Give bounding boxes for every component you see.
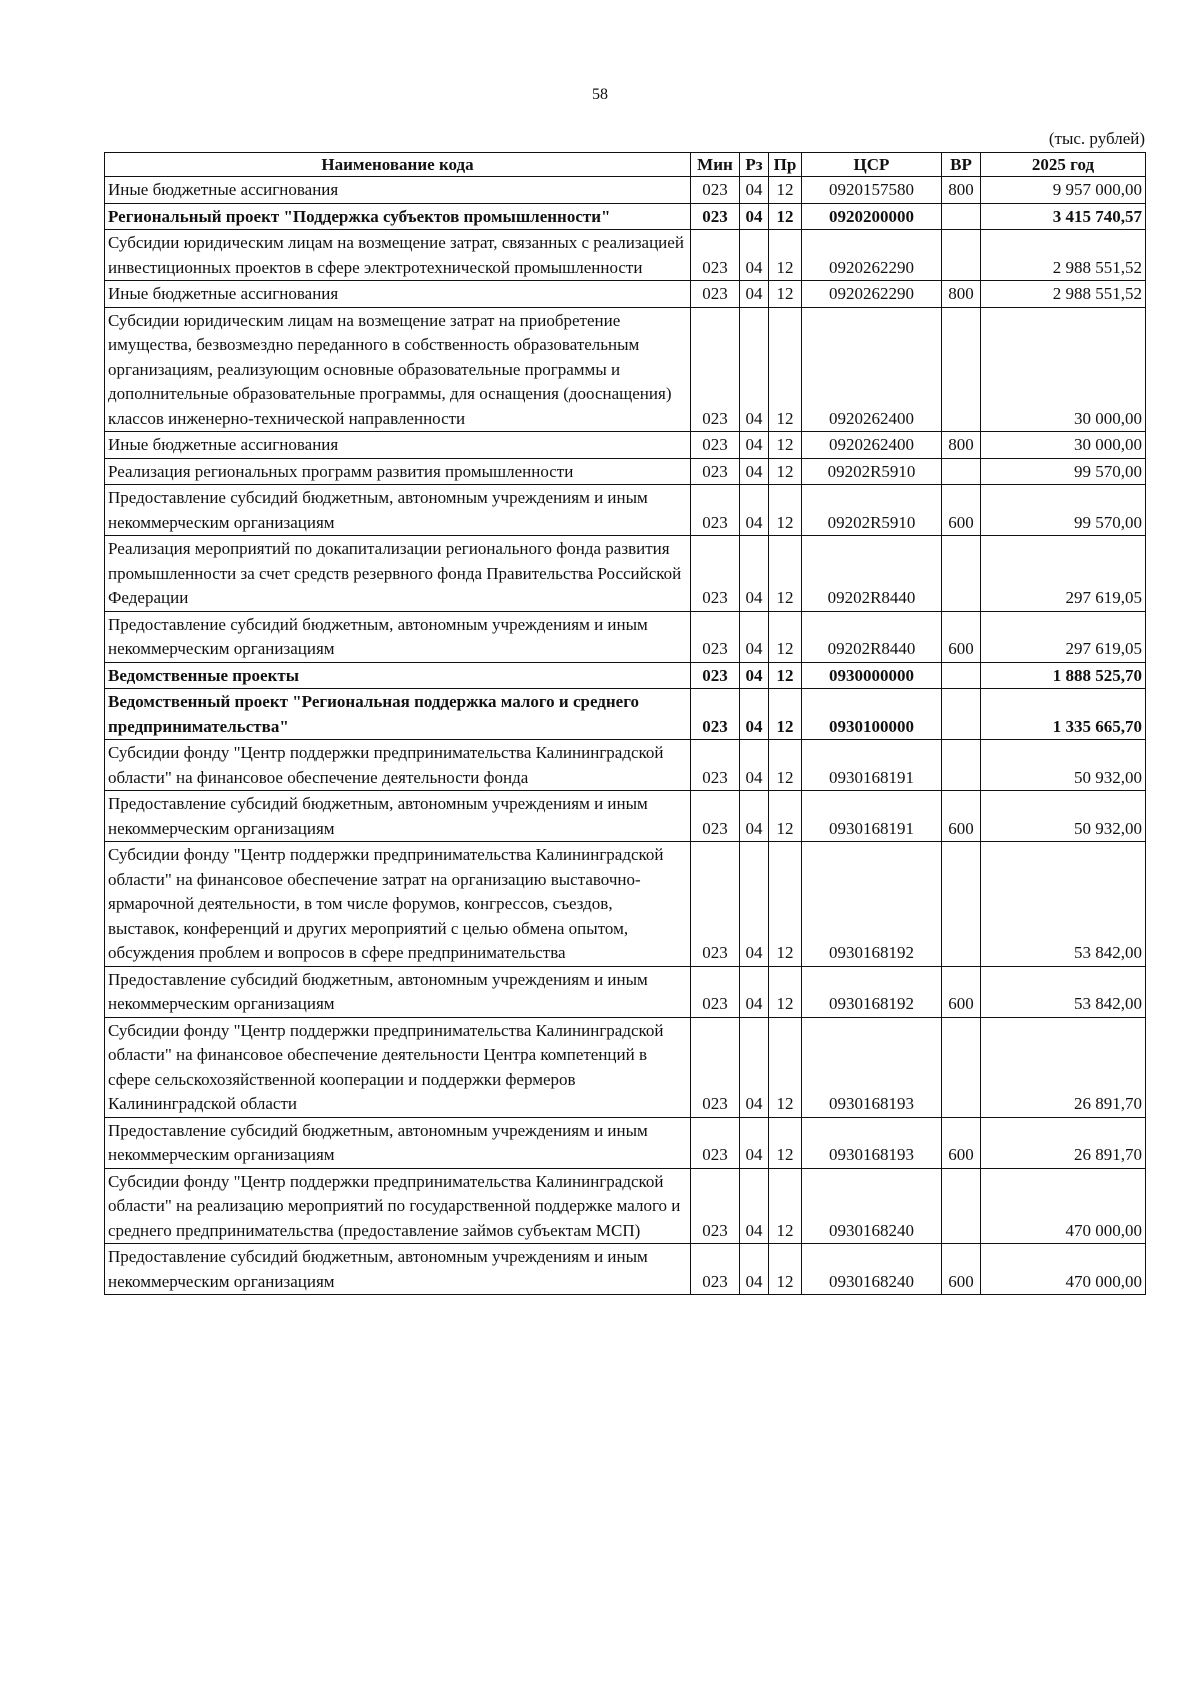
row-rz: 04 bbox=[740, 177, 769, 204]
row-name: Предоставление субсидий бюджетным, автономным учреждениям и иным некоммерческим организациям bbox=[105, 611, 691, 662]
row-amount: 2 988 551,52 bbox=[981, 230, 1146, 281]
row-min: 023 bbox=[691, 177, 740, 204]
table-row bbox=[105, 432, 1146, 459]
row-min: 023 bbox=[691, 791, 740, 842]
row-min: 023 bbox=[691, 662, 740, 689]
row-csr: 0930168192 bbox=[802, 842, 942, 967]
row-amount: 99 570,00 bbox=[981, 458, 1146, 485]
row-min: 023 bbox=[691, 536, 740, 612]
header-name: Наименование кода bbox=[105, 153, 691, 177]
row-name: Предоставление субсидий бюджетным, автономным учреждениям и иным некоммерческим организациям bbox=[105, 1244, 691, 1295]
table-row bbox=[105, 662, 1146, 689]
row-rz: 04 bbox=[740, 307, 769, 432]
table-row bbox=[105, 177, 1146, 204]
row-pr: 12 bbox=[769, 177, 802, 204]
row-pr: 12 bbox=[769, 203, 802, 230]
table-row bbox=[105, 966, 1146, 1017]
row-min: 023 bbox=[691, 230, 740, 281]
row-name: Иные бюджетные ассигнования bbox=[105, 177, 691, 204]
row-csr: 0930168191 bbox=[802, 740, 942, 791]
row-vr: 600 bbox=[942, 1117, 981, 1168]
row-amount: 30 000,00 bbox=[981, 307, 1146, 432]
row-min: 023 bbox=[691, 689, 740, 740]
row-name: Субсидии фонду "Центр поддержки предпринимательства Калининградской области" на реализацию мероприятий по государственной поддержке малого и среднего предпринимательства (предоставление займов субъектам МСП) bbox=[105, 1168, 691, 1244]
row-min: 023 bbox=[691, 1168, 740, 1244]
row-pr: 12 bbox=[769, 1117, 802, 1168]
row-amount: 53 842,00 bbox=[981, 842, 1146, 967]
row-vr bbox=[942, 662, 981, 689]
row-csr: 0920262400 bbox=[802, 307, 942, 432]
row-amount: 1 888 525,70 bbox=[981, 662, 1146, 689]
row-vr: 800 bbox=[942, 432, 981, 459]
row-name: Ведомственный проект "Региональная поддержка малого и среднего предпринимательства" bbox=[105, 689, 691, 740]
row-pr: 12 bbox=[769, 611, 802, 662]
row-amount: 9 957 000,00 bbox=[981, 177, 1146, 204]
row-min: 023 bbox=[691, 307, 740, 432]
row-csr: 0930000000 bbox=[802, 662, 942, 689]
row-pr: 12 bbox=[769, 689, 802, 740]
row-vr bbox=[942, 458, 981, 485]
row-name: Субсидии юридическим лицам на возмещение затрат на приобретение имущества, безвозмездно переданного в собственность образовательным организациям, реализующим основные образовательные программы и дополнительные образовательные программы, для оснащения (дооснащения) классов инженерно-технической направленности bbox=[105, 307, 691, 432]
row-vr: 600 bbox=[942, 966, 981, 1017]
row-vr bbox=[942, 689, 981, 740]
row-min: 023 bbox=[691, 740, 740, 791]
row-name: Реализация мероприятий по докапитализации регионального фонда развития промышленности за счет средств резервного фонда Правительства Российской Федерации bbox=[105, 536, 691, 612]
row-csr: 0930100000 bbox=[802, 689, 942, 740]
table-row bbox=[105, 1244, 1146, 1295]
row-min: 023 bbox=[691, 1117, 740, 1168]
table-row bbox=[105, 740, 1146, 791]
row-vr bbox=[942, 536, 981, 612]
row-vr bbox=[942, 842, 981, 967]
row-pr: 12 bbox=[769, 230, 802, 281]
header-vr: ВР bbox=[942, 153, 981, 177]
table-row bbox=[105, 1168, 1146, 1244]
row-csr: 0930168193 bbox=[802, 1117, 942, 1168]
row-name: Предоставление субсидий бюджетным, автономным учреждениям и иным некоммерческим организациям bbox=[105, 1117, 691, 1168]
row-rz: 04 bbox=[740, 281, 769, 308]
row-vr bbox=[942, 1168, 981, 1244]
header-rz: Рз bbox=[740, 153, 769, 177]
row-pr: 12 bbox=[769, 842, 802, 967]
row-pr: 12 bbox=[769, 791, 802, 842]
row-csr: 09202R8440 bbox=[802, 611, 942, 662]
row-min: 023 bbox=[691, 281, 740, 308]
row-rz: 04 bbox=[740, 662, 769, 689]
row-pr: 12 bbox=[769, 1017, 802, 1117]
row-vr bbox=[942, 740, 981, 791]
row-vr bbox=[942, 1017, 981, 1117]
row-name: Региональный проект "Поддержка субъектов промышленности" bbox=[105, 203, 691, 230]
row-name: Иные бюджетные ассигнования bbox=[105, 432, 691, 459]
row-amount: 297 619,05 bbox=[981, 536, 1146, 612]
row-min: 023 bbox=[691, 432, 740, 459]
header-amount: 2025 год bbox=[981, 153, 1146, 177]
row-min: 023 bbox=[691, 1017, 740, 1117]
row-rz: 04 bbox=[740, 966, 769, 1017]
row-name: Субсидии фонду "Центр поддержки предпринимательства Калининградской области" на финансовое обеспечение деятельности Центра компетенций в сфере сельскохозяйственной кооперации и поддержки фермеров Калининградской области bbox=[105, 1017, 691, 1117]
row-name: Предоставление субсидий бюджетным, автономным учреждениям и иным некоммерческим организациям bbox=[105, 485, 691, 536]
row-rz: 04 bbox=[740, 842, 769, 967]
row-amount: 1 335 665,70 bbox=[981, 689, 1146, 740]
row-amount: 50 932,00 bbox=[981, 791, 1146, 842]
row-min: 023 bbox=[691, 203, 740, 230]
row-rz: 04 bbox=[740, 203, 769, 230]
row-csr: 0920157580 bbox=[802, 177, 942, 204]
row-pr: 12 bbox=[769, 485, 802, 536]
row-vr: 800 bbox=[942, 281, 981, 308]
table-row bbox=[105, 842, 1146, 967]
row-rz: 04 bbox=[740, 611, 769, 662]
table-header-row bbox=[105, 153, 1146, 177]
row-csr: 0920262290 bbox=[802, 230, 942, 281]
row-csr: 0920200000 bbox=[802, 203, 942, 230]
table-row bbox=[105, 485, 1146, 536]
row-pr: 12 bbox=[769, 458, 802, 485]
table-row bbox=[105, 536, 1146, 612]
table-row bbox=[105, 689, 1146, 740]
header-min: Мин bbox=[691, 153, 740, 177]
header-csr: ЦСР bbox=[802, 153, 942, 177]
row-rz: 04 bbox=[740, 1117, 769, 1168]
row-csr: 09202R5910 bbox=[802, 458, 942, 485]
row-rz: 04 bbox=[740, 432, 769, 459]
row-name: Субсидии фонду "Центр поддержки предпринимательства Калининградской области" на финансовое обеспечение затрат на организацию выставочно-ярмарочной деятельности, в том числе форумов, конгрессов, съездов, выставок, конференций и других мероприятий с целью обмена опытом, обсуждения проблем и вопросов в сфере предпринимательства bbox=[105, 842, 691, 967]
table-row bbox=[105, 611, 1146, 662]
row-csr: 09202R5910 bbox=[802, 485, 942, 536]
row-rz: 04 bbox=[740, 230, 769, 281]
row-min: 023 bbox=[691, 842, 740, 967]
row-csr: 0930168240 bbox=[802, 1244, 942, 1295]
row-rz: 04 bbox=[740, 740, 769, 791]
row-rz: 04 bbox=[740, 458, 769, 485]
row-pr: 12 bbox=[769, 1244, 802, 1295]
row-min: 023 bbox=[691, 1244, 740, 1295]
row-min: 023 bbox=[691, 458, 740, 485]
row-csr: 0920262400 bbox=[802, 432, 942, 459]
row-rz: 04 bbox=[740, 1017, 769, 1117]
row-amount: 53 842,00 bbox=[981, 966, 1146, 1017]
row-vr bbox=[942, 230, 981, 281]
row-amount: 26 891,70 bbox=[981, 1117, 1146, 1168]
row-rz: 04 bbox=[740, 791, 769, 842]
row-pr: 12 bbox=[769, 1168, 802, 1244]
row-vr bbox=[942, 307, 981, 432]
row-rz: 04 bbox=[740, 1168, 769, 1244]
row-csr: 09202R8440 bbox=[802, 536, 942, 612]
row-rz: 04 bbox=[740, 485, 769, 536]
row-name: Реализация региональных программ развития промышленности bbox=[105, 458, 691, 485]
row-pr: 12 bbox=[769, 536, 802, 612]
row-vr: 800 bbox=[942, 177, 981, 204]
budget-table bbox=[104, 152, 1146, 1295]
row-name: Ведомственные проекты bbox=[105, 662, 691, 689]
units-label: (тыс. рублей) bbox=[1048, 129, 1145, 148]
row-pr: 12 bbox=[769, 281, 802, 308]
table-row bbox=[105, 203, 1146, 230]
row-min: 023 bbox=[691, 966, 740, 1017]
row-csr: 0930168240 bbox=[802, 1168, 942, 1244]
row-pr: 12 bbox=[769, 662, 802, 689]
page-number: 58 bbox=[592, 86, 608, 103]
row-rz: 04 bbox=[740, 536, 769, 612]
row-csr: 0920262290 bbox=[802, 281, 942, 308]
row-amount: 26 891,70 bbox=[981, 1017, 1146, 1117]
header-pr: Пр bbox=[769, 153, 802, 177]
row-vr bbox=[942, 203, 981, 230]
row-amount: 2 988 551,52 bbox=[981, 281, 1146, 308]
row-pr: 12 bbox=[769, 740, 802, 791]
row-amount: 3 415 740,57 bbox=[981, 203, 1146, 230]
table-row bbox=[105, 458, 1146, 485]
row-csr: 0930168192 bbox=[802, 966, 942, 1017]
row-vr: 600 bbox=[942, 1244, 981, 1295]
row-pr: 12 bbox=[769, 966, 802, 1017]
table-row bbox=[105, 1117, 1146, 1168]
row-name: Предоставление субсидий бюджетным, автономным учреждениям и иным некоммерческим организациям bbox=[105, 966, 691, 1017]
table-row bbox=[105, 791, 1146, 842]
row-name: Субсидии юридическим лицам на возмещение затрат, связанных с реализацией инвестиционных проектов в сфере электротехнической промышленности bbox=[105, 230, 691, 281]
row-rz: 04 bbox=[740, 1244, 769, 1295]
row-vr: 600 bbox=[942, 611, 981, 662]
row-name: Иные бюджетные ассигнования bbox=[105, 281, 691, 308]
row-amount: 297 619,05 bbox=[981, 611, 1146, 662]
row-name: Предоставление субсидий бюджетным, автономным учреждениям и иным некоммерческим организациям bbox=[105, 791, 691, 842]
table-row bbox=[105, 307, 1146, 432]
row-rz: 04 bbox=[740, 689, 769, 740]
row-pr: 12 bbox=[769, 432, 802, 459]
row-min: 023 bbox=[691, 611, 740, 662]
table-row bbox=[105, 1017, 1146, 1117]
row-amount: 99 570,00 bbox=[981, 485, 1146, 536]
row-min: 023 bbox=[691, 485, 740, 536]
row-amount: 30 000,00 bbox=[981, 432, 1146, 459]
row-vr: 600 bbox=[942, 485, 981, 536]
table-row bbox=[105, 230, 1146, 281]
row-csr: 0930168193 bbox=[802, 1017, 942, 1117]
table-row bbox=[105, 281, 1146, 308]
row-amount: 470 000,00 bbox=[981, 1244, 1146, 1295]
row-name: Субсидии фонду "Центр поддержки предпринимательства Калининградской области" на финансовое обеспечение деятельности фонда bbox=[105, 740, 691, 791]
row-vr: 600 bbox=[942, 791, 981, 842]
row-amount: 470 000,00 bbox=[981, 1168, 1146, 1244]
row-amount: 50 932,00 bbox=[981, 740, 1146, 791]
row-csr: 0930168191 bbox=[802, 791, 942, 842]
row-pr: 12 bbox=[769, 307, 802, 432]
